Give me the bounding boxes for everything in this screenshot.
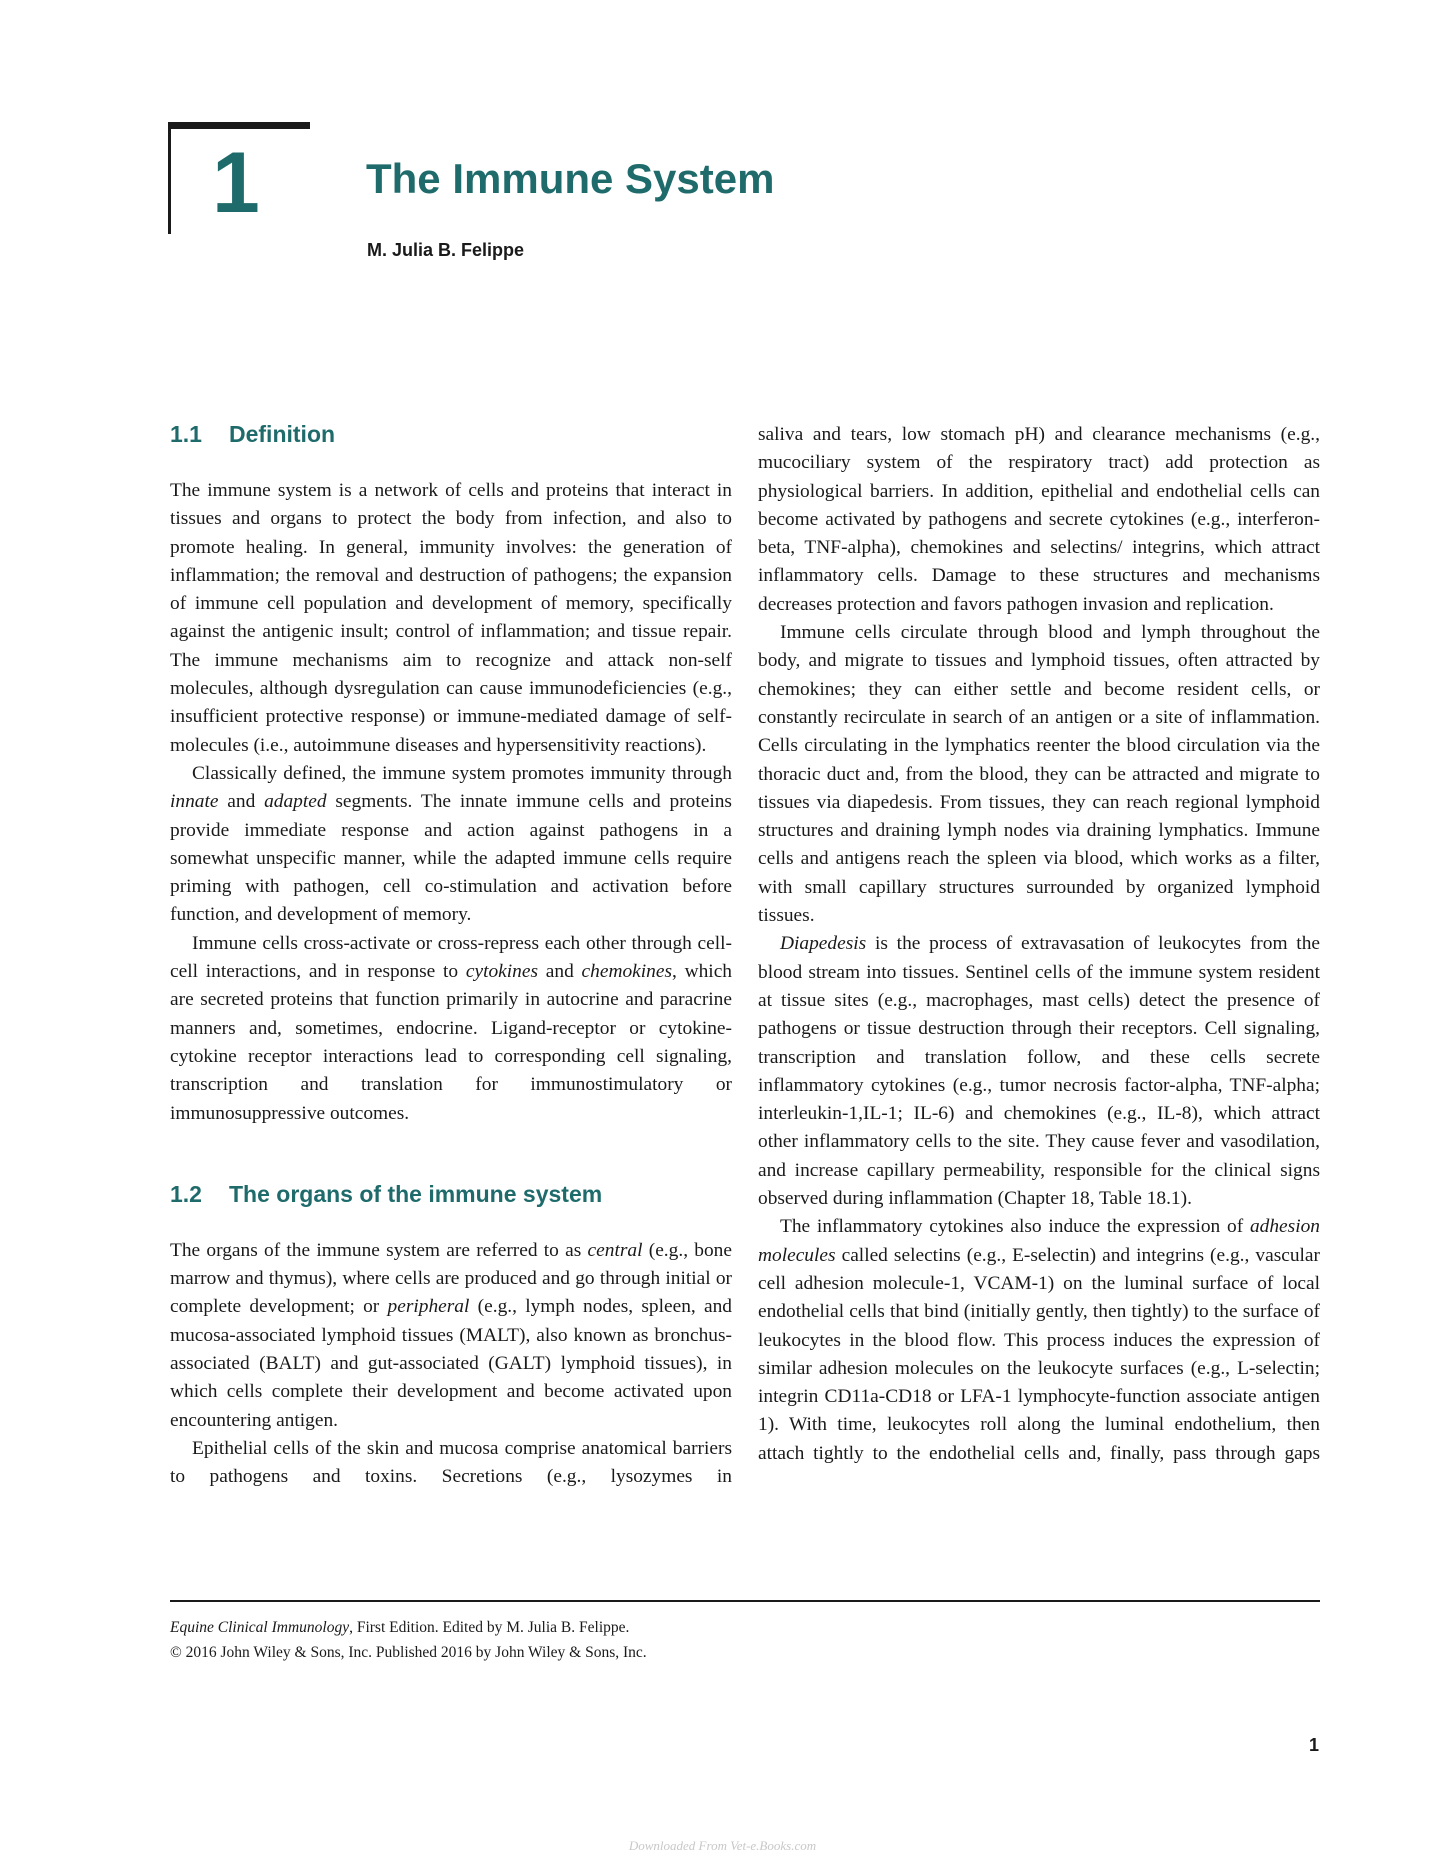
footer-divider [170,1600,1320,1602]
emphasis: cytokines [465,961,539,983]
page-number: 1 [1308,1735,1319,1755]
footer-note [170,1615,647,1665]
paragraph: The immune system is a network of cells and proteins that interact in tissues and organs to protect the body from infection, and also to promote healing. In general, immunity involves: the generation of inflammation; the removal and destruction of pathogens; the expansion of immune cell population and development of memory, specifically against the antigenic insult; control of inflammation; and tissue repair. The immune mechanisms aim to recognize and attack non-self molecules, although dysregulation can cause immunodeficiencies (e.g., insufficient protective response) or immune-mediated damage of self-molecules (i.e., autoimmune diseases and hypersensitivity reactions). [170,480,732,756]
section-title: The organs of the immune system [229,1180,603,1207]
section-heading-organs [170,1180,732,1208]
paragraph: The organs of the immune system are referred to as central (e.g., bone marrow and thymus), where cells are produced and go through initial or complete development; or peripheral (e.g., lymph nodes, spleen, and mucosa-associated lymphoid tissues (MALT), also known as bronchus-associated (BALT) and gut-associated (GALT) lymphoid tissues), in which cells complete their development and become activated upon encountering antigen. [170,1239,732,1431]
paragraph: Classically defined, the immune system promotes immunity through innate and adapted segments. The innate immune cells and proteins provide immediate response and action against pathogens in a somewhat unspecific manner, while the adapted immune cells require priming with pathogen, cell co-stimulation and activation before function, and development of memory. [170,762,732,926]
emphasis: central [587,1239,643,1261]
book-title: Equine Clinical Immunology [170,1619,350,1636]
chapter-number: 1 [212,135,260,231]
paragraph: saliva and tears, low stomach pH) and clearance mechanisms (e.g., mucociliary system of the respiratory tract) add protection as physiological barriers. In addition, epithelial and endothelial cells can become activated by pathogens and secrete cytokines (e.g., interferon-beta, TNF-alpha), chemokines and selectins/ integrins, which attract inflammatory cells. Damage to these structures and mechanisms decreases protection and favors pathogen invasion and replication. [758,424,1320,615]
emphasis: adapted [264,791,327,813]
right-column [758,421,1320,1468]
emphasis: adhesion molecules [758,1216,1320,1266]
left-column [170,420,732,1492]
section-title: Definition [229,421,336,447]
paragraph: Epithelial cells of the skin and mucosa comprise anatomical barriers to pathogens and toxins. Secretions (e.g., lysozymes in [170,1437,732,1488]
footer-edition-line: Equine Clinical Immunology, First Edition. Edited by M. Julia B. Felippe. [170,1619,630,1636]
emphasis: Diapedesis [780,933,867,955]
paragraph: Immune cells cross-activate or cross-repress each other through cell-cell interactions, and in response to cytokines and chemokines, which are secreted proteins that function primarily in autocrine and paracrine manners and, sometimes, endocrine. Ligand-receptor or cytokine-cytokine receptor interactions lead to corresponding cell signaling, transcription and translation for immunostimulatory or immunosuppressive outcomes. [170,932,732,1124]
emphasis: innate [170,791,219,813]
paragraph: Diapedesis is the process of extravasation of leukocytes from the blood stream into tissues. Sentinel cells of the immune system resident at tissue sites (e.g., macrophages, mast cells) detect the presence of pathogens or tissue destruction through their receptors. Cell signaling, transcription and translation follow, and these cells secrete inflammatory cytokines (e.g., tumor necrosis factor-alpha, TNF-alpha; interleukin-1,IL-1; IL-6) and chemokines (e.g., IL-8), which attract other inflammatory cells to the site. They cause fever and vasodilation, and increase capillary permeability, responsible for the clinical signs observed during inflammation (Chapter 18, Table 18.1). [758,933,1320,1210]
emphasis: peripheral [387,1296,470,1318]
paragraph: Immune cells circulate through blood and lymph throughout the body, and migrate to tissues and lymphoid tissues, often attracted by chemokines; they can either settle and become resident cells, or constantly recirculate in search of an antigen or a site of inflammation. Cells circulating in the lymphatics reenter the blood circulation via the thoracic duct and, from the blood, they can be attracted and migrate to tissues via diapedesis. From tissues, they can reach regional lymphoid structures and draining lymph nodes via draining lymphatics. Immune cells and antigens reach the spleen via blood, which works as a filter, with small capillary structures surrounded by organized lymphoid tissues. [758,622,1320,927]
chapter-title: The Immune System [366,155,775,202]
section-heading-definition [170,420,732,448]
chapter-author: M. Julia B. Felippe [367,240,525,260]
section-number: 1.1 [170,421,202,447]
watermark: Downloaded From Vet-e.Books.com [628,1838,817,1853]
footer-copyright-line: © 2016 John Wiley & Sons, Inc. Published 2016 by John Wiley & Sons, Inc. [170,1644,647,1661]
emphasis: chemokines [581,961,672,983]
section-number: 1.2 [170,1180,202,1207]
paragraph: The inflammatory cytokines also induce the expression of adhesion molecules called selectins (e.g., E-selectin) and integrins (e.g., vascular cell adhesion molecule-1, VCAM-1) on the luminal surface of local endothelial cells that bind (initially gently, then tightly) to the surface of leukocytes in the blood flow. This process induces the expression of similar adhesion molecules on the leukocyte surfaces (e.g., L-selectin; integrin CD11a-CD18 or LFA-1 lymphocyte-function associate antigen 1). With time, leukocytes roll along the luminal endothelium, then attach tightly to the endothelial cells and, finally, pass through gaps [758,1216,1320,1464]
